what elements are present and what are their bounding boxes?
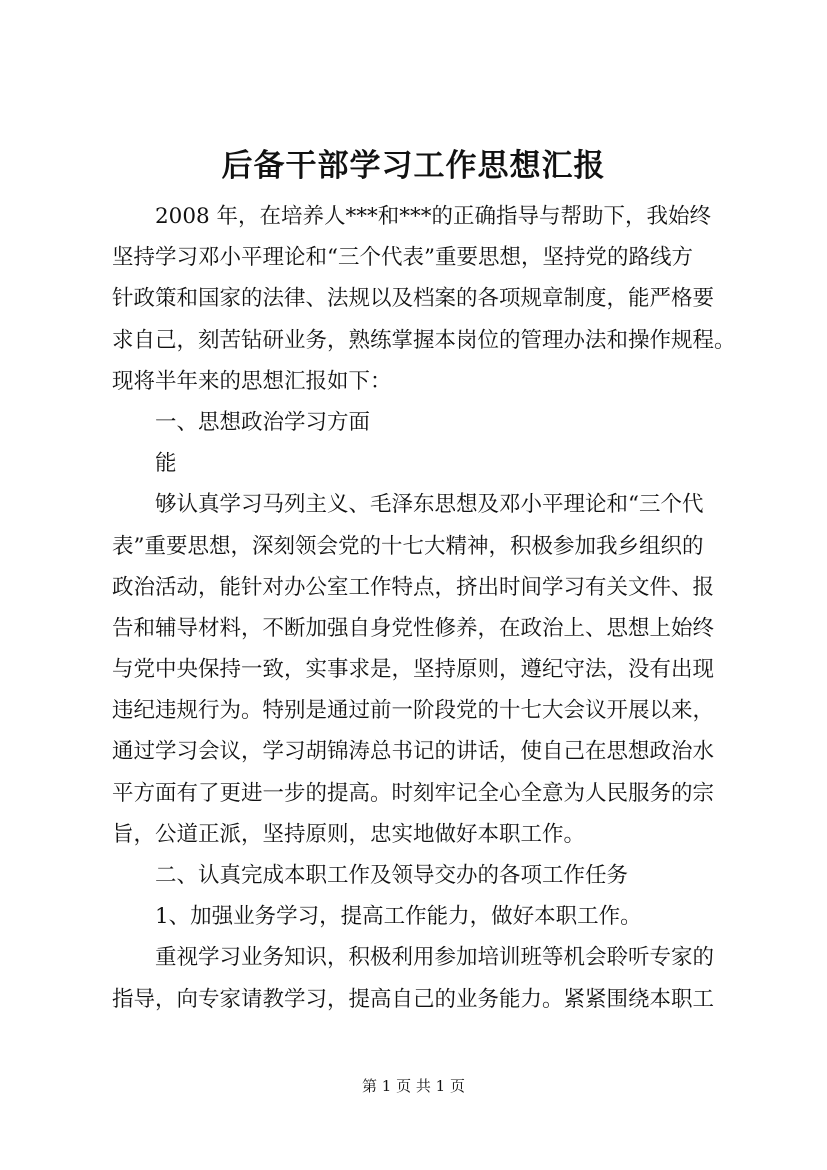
body-line: 求自己，刻苦钻研业务，熟练掌握本岗位的管理办法和操作规程。 [112,327,736,353]
subsection-heading: 1、加强业务学习，提高工作能力，做好本职工作。 [155,904,642,930]
body-line: 平方面有了更进一步的提高。时刻牢记全心全意为人民服务的宗 [112,780,715,806]
page-footer: 第 1 页 共 1 页 [362,1077,465,1095]
body-line: 表”重要思想，深刻领会党的十七大精神，积极参加我乡组织的 [112,533,704,559]
body-line: 现将半年来的思想汇报如下： [112,368,392,394]
body-line: 2008 年，在培养人***和***的正确指导与帮助下，我始终 [155,204,712,229]
body-line: 违纪违规行为。特别是通过前一阶段党的十七大会议开展以来， [112,698,715,724]
body-line: 重视学习业务知识，积极利用参加培训班等机会聆听专家的 [155,945,715,971]
body-line: 告和辅导材料，不断加强自身党性修养，在政治上、思想上始终 [112,615,715,641]
document-title: 后备干部学习工作思想汇报 [221,148,606,184]
body-line: 政治活动，能针对办公室工作特点，挤出时间学习有关文件、报 [112,574,715,600]
document-body [112,196,736,1020]
body-line: 通过学习会议，学习胡锦涛总书记的讲话，使自己在思想政治水 [112,739,715,765]
body-line: 够认真学习马列主义、毛泽东思想及邓小平理论和“三个代 [155,492,704,518]
section-heading: 一、思想政治学习方面 [155,409,371,435]
section-heading: 二、认真完成本职工作及领导交办的各项工作任务 [155,863,629,888]
body-line: 针政策和国家的法律、法规以及档案的各项规章制度，能严格要 [112,286,715,312]
body-line: 旨，公道正派，坚持原则，忠实地做好本职工作。 [112,821,586,847]
body-line: 坚持学习邓小平理论和“三个代表”重要思想，坚持党的路线方 [112,245,693,271]
body-line: 指导，向专家请教学习，提高自己的业务能力。紧紧围绕本职工 [112,986,715,1012]
body-line: 与党中央保持一致，实事求是，坚持原则，遵纪守法，没有出现 [112,657,715,683]
body-line: 能 [155,451,177,477]
